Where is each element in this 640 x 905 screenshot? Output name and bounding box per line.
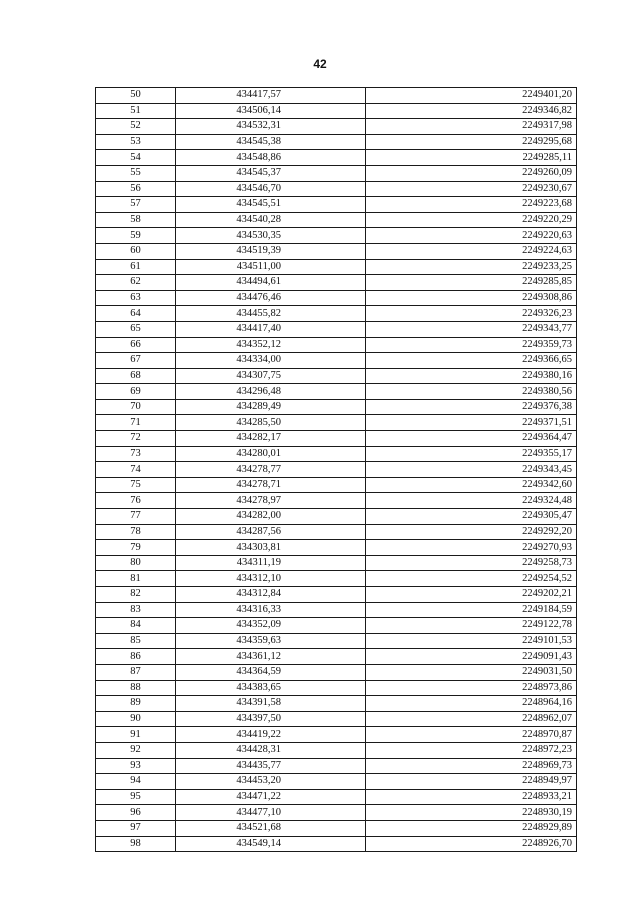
table-row bbox=[96, 602, 577, 618]
table-row bbox=[96, 758, 577, 774]
point-number-cell: 65 bbox=[96, 321, 176, 337]
x-coordinate-cell: 434311,19 bbox=[176, 555, 366, 571]
x-coordinate-cell: 434453,20 bbox=[176, 774, 366, 790]
y-coordinate-cell: 2249260,09 bbox=[366, 165, 577, 181]
x-coordinate-cell: 434548,86 bbox=[176, 150, 366, 166]
table-row bbox=[96, 321, 577, 337]
table-row bbox=[96, 820, 577, 836]
table-row bbox=[96, 587, 577, 603]
point-number-cell: 64 bbox=[96, 306, 176, 322]
y-coordinate-cell: 2249220,63 bbox=[366, 228, 577, 244]
table-row bbox=[96, 212, 577, 228]
table-row bbox=[96, 805, 577, 821]
table-row bbox=[96, 384, 577, 400]
x-coordinate-cell: 434494,61 bbox=[176, 275, 366, 291]
table-row bbox=[96, 259, 577, 275]
table-row bbox=[96, 789, 577, 805]
point-number-cell: 56 bbox=[96, 181, 176, 197]
x-coordinate-cell: 434417,57 bbox=[176, 88, 366, 104]
point-number-cell: 88 bbox=[96, 680, 176, 696]
x-coordinate-cell: 434278,77 bbox=[176, 462, 366, 478]
x-coordinate-cell: 434546,70 bbox=[176, 181, 366, 197]
x-coordinate-cell: 434419,22 bbox=[176, 727, 366, 743]
point-number-cell: 97 bbox=[96, 820, 176, 836]
y-coordinate-cell: 2248930,19 bbox=[366, 805, 577, 821]
x-coordinate-cell: 434316,33 bbox=[176, 602, 366, 618]
x-coordinate-cell: 434352,12 bbox=[176, 337, 366, 353]
y-coordinate-cell: 2249285,11 bbox=[366, 150, 577, 166]
point-number-cell: 86 bbox=[96, 649, 176, 665]
x-coordinate-cell: 434391,58 bbox=[176, 696, 366, 712]
table-row bbox=[96, 134, 577, 150]
table-row bbox=[96, 571, 577, 587]
y-coordinate-cell: 2249359,73 bbox=[366, 337, 577, 353]
x-coordinate-cell: 434435,77 bbox=[176, 758, 366, 774]
table-row bbox=[96, 275, 577, 291]
x-coordinate-cell: 434477,10 bbox=[176, 805, 366, 821]
point-number-cell: 87 bbox=[96, 664, 176, 680]
y-coordinate-cell: 2249371,51 bbox=[366, 415, 577, 431]
point-number-cell: 89 bbox=[96, 696, 176, 712]
table-row bbox=[96, 524, 577, 540]
x-coordinate-cell: 434359,63 bbox=[176, 633, 366, 649]
y-coordinate-cell: 2249233,25 bbox=[366, 259, 577, 275]
table-row bbox=[96, 431, 577, 447]
table-row bbox=[96, 509, 577, 525]
point-number-cell: 76 bbox=[96, 493, 176, 509]
x-coordinate-cell: 434530,35 bbox=[176, 228, 366, 244]
x-coordinate-cell: 434549,14 bbox=[176, 836, 366, 852]
table-row bbox=[96, 462, 577, 478]
point-number-cell: 85 bbox=[96, 633, 176, 649]
x-coordinate-cell: 434296,48 bbox=[176, 384, 366, 400]
point-number-cell: 94 bbox=[96, 774, 176, 790]
y-coordinate-cell: 2249223,68 bbox=[366, 197, 577, 213]
x-coordinate-cell: 434282,00 bbox=[176, 509, 366, 525]
x-coordinate-cell: 434352,09 bbox=[176, 618, 366, 634]
point-number-cell: 67 bbox=[96, 353, 176, 369]
table-row bbox=[96, 228, 577, 244]
table-row bbox=[96, 119, 577, 135]
y-coordinate-cell: 2249364,47 bbox=[366, 431, 577, 447]
x-coordinate-cell: 434540,28 bbox=[176, 212, 366, 228]
point-number-cell: 98 bbox=[96, 836, 176, 852]
y-coordinate-cell: 2249270,93 bbox=[366, 540, 577, 556]
point-number-cell: 95 bbox=[96, 789, 176, 805]
x-coordinate-cell: 434278,71 bbox=[176, 477, 366, 493]
table-row bbox=[96, 243, 577, 259]
y-coordinate-cell: 2249380,56 bbox=[366, 384, 577, 400]
y-coordinate-cell: 2248949,97 bbox=[366, 774, 577, 790]
y-coordinate-cell: 2248972,23 bbox=[366, 742, 577, 758]
table-row bbox=[96, 493, 577, 509]
x-coordinate-cell: 434397,50 bbox=[176, 711, 366, 727]
x-coordinate-cell: 434287,56 bbox=[176, 524, 366, 540]
point-number-cell: 79 bbox=[96, 540, 176, 556]
x-coordinate-cell: 434303,81 bbox=[176, 540, 366, 556]
y-coordinate-cell: 2249224,63 bbox=[366, 243, 577, 259]
y-coordinate-cell: 2249122,78 bbox=[366, 618, 577, 634]
point-number-cell: 63 bbox=[96, 290, 176, 306]
point-number-cell: 52 bbox=[96, 119, 176, 135]
y-coordinate-cell: 2248962,07 bbox=[366, 711, 577, 727]
table-row bbox=[96, 306, 577, 322]
x-coordinate-cell: 434278,97 bbox=[176, 493, 366, 509]
y-coordinate-cell: 2249254,52 bbox=[366, 571, 577, 587]
y-coordinate-cell: 2249380,16 bbox=[366, 368, 577, 384]
y-coordinate-cell: 2249285,85 bbox=[366, 275, 577, 291]
table-row bbox=[96, 711, 577, 727]
x-coordinate-cell: 434282,17 bbox=[176, 431, 366, 447]
table-row bbox=[96, 540, 577, 556]
x-coordinate-cell: 434289,49 bbox=[176, 399, 366, 415]
table-row bbox=[96, 337, 577, 353]
y-coordinate-cell: 2249346,82 bbox=[366, 103, 577, 119]
y-coordinate-cell: 2249317,98 bbox=[366, 119, 577, 135]
x-coordinate-cell: 434361,12 bbox=[176, 649, 366, 665]
table-row bbox=[96, 165, 577, 181]
point-number-cell: 83 bbox=[96, 602, 176, 618]
y-coordinate-cell: 2248973,86 bbox=[366, 680, 577, 696]
point-number-cell: 61 bbox=[96, 259, 176, 275]
point-number-cell: 51 bbox=[96, 103, 176, 119]
y-coordinate-cell: 2249295,68 bbox=[366, 134, 577, 150]
point-number-cell: 68 bbox=[96, 368, 176, 384]
y-coordinate-cell: 2249202,21 bbox=[366, 587, 577, 603]
table-row bbox=[96, 633, 577, 649]
y-coordinate-cell: 2249376,38 bbox=[366, 399, 577, 415]
table-row bbox=[96, 680, 577, 696]
x-coordinate-cell: 434312,10 bbox=[176, 571, 366, 587]
point-number-cell: 54 bbox=[96, 150, 176, 166]
x-coordinate-cell: 434428,31 bbox=[176, 742, 366, 758]
point-number-cell: 53 bbox=[96, 134, 176, 150]
y-coordinate-cell: 2249220,29 bbox=[366, 212, 577, 228]
table-row bbox=[96, 836, 577, 852]
point-number-cell: 71 bbox=[96, 415, 176, 431]
x-coordinate-cell: 434312,84 bbox=[176, 587, 366, 603]
x-coordinate-cell: 434511,00 bbox=[176, 259, 366, 275]
point-number-cell: 92 bbox=[96, 742, 176, 758]
x-coordinate-cell: 434471,22 bbox=[176, 789, 366, 805]
point-number-cell: 59 bbox=[96, 228, 176, 244]
y-coordinate-cell: 2249401,20 bbox=[366, 88, 577, 104]
point-number-cell: 70 bbox=[96, 399, 176, 415]
table-row bbox=[96, 664, 577, 680]
table-row bbox=[96, 290, 577, 306]
table-row bbox=[96, 353, 577, 369]
table-row bbox=[96, 103, 577, 119]
y-coordinate-cell: 2249308,86 bbox=[366, 290, 577, 306]
table-row bbox=[96, 742, 577, 758]
y-coordinate-cell: 2249230,67 bbox=[366, 181, 577, 197]
y-coordinate-cell: 2248929,89 bbox=[366, 820, 577, 836]
x-coordinate-cell: 434307,75 bbox=[176, 368, 366, 384]
point-number-cell: 73 bbox=[96, 446, 176, 462]
x-coordinate-cell: 434476,46 bbox=[176, 290, 366, 306]
point-number-cell: 84 bbox=[96, 618, 176, 634]
y-coordinate-cell: 2248969,73 bbox=[366, 758, 577, 774]
table-row bbox=[96, 150, 577, 166]
x-coordinate-cell: 434383,65 bbox=[176, 680, 366, 696]
point-number-cell: 81 bbox=[96, 571, 176, 587]
point-number-cell: 80 bbox=[96, 555, 176, 571]
table-row bbox=[96, 446, 577, 462]
y-coordinate-cell: 2249184,59 bbox=[366, 602, 577, 618]
coordinates-table bbox=[95, 87, 577, 852]
x-coordinate-cell: 434521,68 bbox=[176, 820, 366, 836]
y-coordinate-cell: 2249355,17 bbox=[366, 446, 577, 462]
table-row bbox=[96, 774, 577, 790]
table-row bbox=[96, 555, 577, 571]
y-coordinate-cell: 2248970,87 bbox=[366, 727, 577, 743]
point-number-cell: 72 bbox=[96, 431, 176, 447]
x-coordinate-cell: 434334,00 bbox=[176, 353, 366, 369]
y-coordinate-cell: 2248964,16 bbox=[366, 696, 577, 712]
x-coordinate-cell: 434506,14 bbox=[176, 103, 366, 119]
point-number-cell: 57 bbox=[96, 197, 176, 213]
y-coordinate-cell: 2249305,47 bbox=[366, 509, 577, 525]
y-coordinate-cell: 2248933,21 bbox=[366, 789, 577, 805]
y-coordinate-cell: 2249031,50 bbox=[366, 664, 577, 680]
y-coordinate-cell: 2249342,60 bbox=[366, 477, 577, 493]
x-coordinate-cell: 434285,50 bbox=[176, 415, 366, 431]
point-number-cell: 91 bbox=[96, 727, 176, 743]
x-coordinate-cell: 434519,39 bbox=[176, 243, 366, 259]
point-number-cell: 69 bbox=[96, 384, 176, 400]
x-coordinate-cell: 434364,59 bbox=[176, 664, 366, 680]
point-number-cell: 96 bbox=[96, 805, 176, 821]
point-number-cell: 55 bbox=[96, 165, 176, 181]
table-row bbox=[96, 649, 577, 665]
table-row bbox=[96, 399, 577, 415]
x-coordinate-cell: 434455,82 bbox=[176, 306, 366, 322]
point-number-cell: 77 bbox=[96, 509, 176, 525]
x-coordinate-cell: 434532,31 bbox=[176, 119, 366, 135]
coordinates-table-body bbox=[96, 88, 577, 852]
point-number-cell: 78 bbox=[96, 524, 176, 540]
x-coordinate-cell: 434545,51 bbox=[176, 197, 366, 213]
point-number-cell: 90 bbox=[96, 711, 176, 727]
x-coordinate-cell: 434545,37 bbox=[176, 165, 366, 181]
point-number-cell: 75 bbox=[96, 477, 176, 493]
y-coordinate-cell: 2249366,65 bbox=[366, 353, 577, 369]
y-coordinate-cell: 2248926,70 bbox=[366, 836, 577, 852]
y-coordinate-cell: 2249258,73 bbox=[366, 555, 577, 571]
table-row bbox=[96, 368, 577, 384]
x-coordinate-cell: 434545,38 bbox=[176, 134, 366, 150]
point-number-cell: 66 bbox=[96, 337, 176, 353]
y-coordinate-cell: 2249091,43 bbox=[366, 649, 577, 665]
y-coordinate-cell: 2249292,20 bbox=[366, 524, 577, 540]
point-number-cell: 58 bbox=[96, 212, 176, 228]
point-number-cell: 62 bbox=[96, 275, 176, 291]
table-row bbox=[96, 696, 577, 712]
table-row bbox=[96, 197, 577, 213]
point-number-cell: 50 bbox=[96, 88, 176, 104]
y-coordinate-cell: 2249343,45 bbox=[366, 462, 577, 478]
table-row bbox=[96, 415, 577, 431]
y-coordinate-cell: 2249101,53 bbox=[366, 633, 577, 649]
point-number-cell: 93 bbox=[96, 758, 176, 774]
table-row bbox=[96, 727, 577, 743]
point-number-cell: 74 bbox=[96, 462, 176, 478]
x-coordinate-cell: 434417,40 bbox=[176, 321, 366, 337]
x-coordinate-cell: 434280,01 bbox=[176, 446, 366, 462]
table-row bbox=[96, 181, 577, 197]
table-row bbox=[96, 477, 577, 493]
table-row bbox=[96, 88, 577, 104]
point-number-cell: 60 bbox=[96, 243, 176, 259]
y-coordinate-cell: 2249343,77 bbox=[366, 321, 577, 337]
point-number-cell: 82 bbox=[96, 587, 176, 603]
table-row bbox=[96, 618, 577, 634]
y-coordinate-cell: 2249326,23 bbox=[366, 306, 577, 322]
y-coordinate-cell: 2249324,48 bbox=[366, 493, 577, 509]
page-number: 42 bbox=[313, 57, 327, 71]
